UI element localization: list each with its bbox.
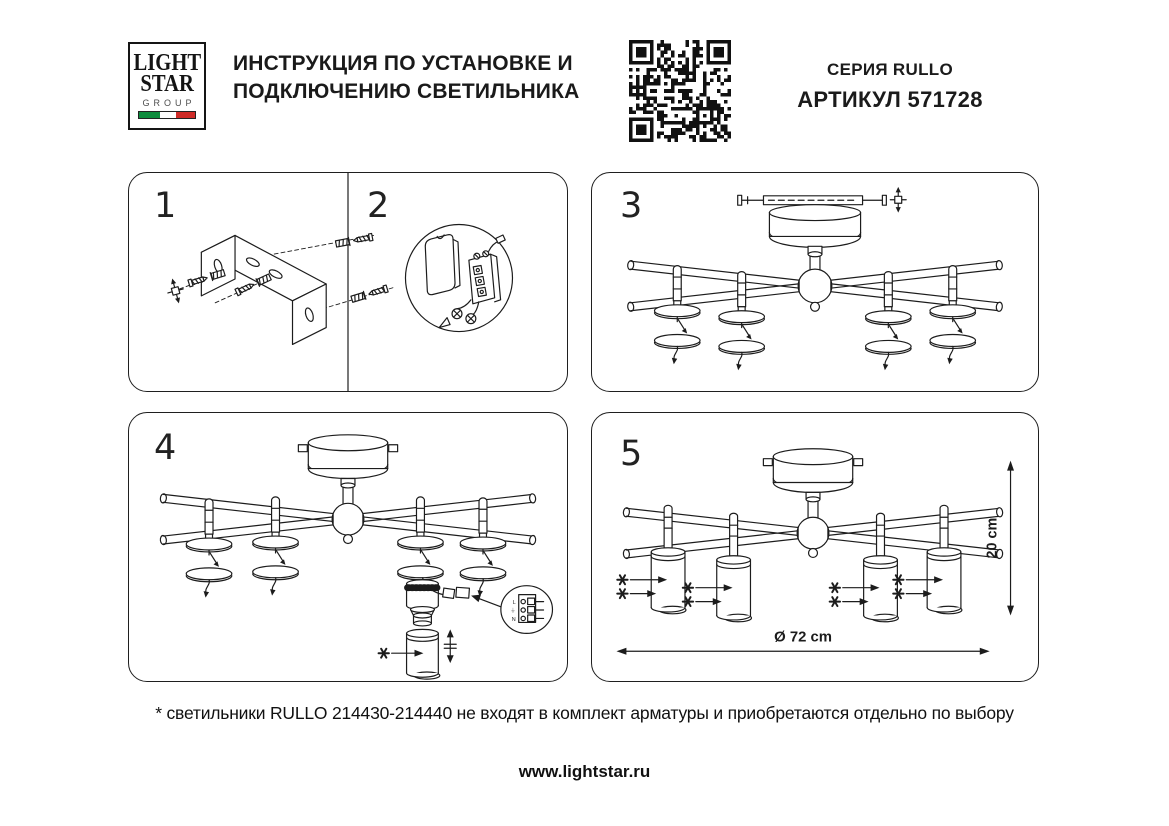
screw-cross-icon <box>165 276 187 305</box>
terminal-label-earth: ⏚ <box>510 608 516 615</box>
step-number-5: 5 <box>620 434 643 474</box>
flag-red-segment <box>176 112 195 118</box>
lightstar-logo <box>128 42 206 130</box>
title-line-1: ИНСТРУКЦИЯ ПО УСТАНОВКЕ И <box>233 52 573 75</box>
final-assembly-diagram <box>592 413 1038 681</box>
diameter-dimension <box>616 629 989 654</box>
step-number-3: 3 <box>620 186 643 226</box>
frame-assembly-diagram <box>592 173 1038 391</box>
page-title <box>233 50 580 106</box>
central-hub <box>798 269 832 311</box>
qr-code <box>628 40 732 142</box>
flag-white-segment <box>160 112 176 118</box>
article-label: АРТИКУЛ 571728 <box>797 87 983 112</box>
panel-step-3 <box>591 172 1039 392</box>
step-number-1: 1 <box>154 186 177 226</box>
panel-step-5 <box>591 412 1039 682</box>
series-label: СЕРИЯ RULLO <box>827 60 953 79</box>
terminal-label-n: N <box>511 616 516 623</box>
height-dimension <box>985 461 1014 616</box>
logo-text-star: STAR <box>140 71 194 97</box>
terminal-label-l: L <box>512 600 516 607</box>
wiring-detail-drawing <box>405 225 512 332</box>
step-number-4: 4 <box>154 428 177 468</box>
terminal-detail-bubble <box>471 586 552 634</box>
canopy <box>298 435 397 505</box>
panel-step-4 <box>128 412 568 682</box>
logo-text-light: LIGHT <box>133 50 201 76</box>
footnote: * светильники RULLO 214430-214440 не входят в комплект арматуры и приобретаются отдельно по выбору <box>155 703 1014 723</box>
panel-steps-1-2 <box>128 172 568 392</box>
central-hub <box>797 517 829 557</box>
bracket-and-wiring-diagram <box>129 173 567 391</box>
website-url: www.lightstar.ru <box>518 762 651 781</box>
canopy <box>763 449 862 519</box>
screw-cross-icon <box>890 187 906 213</box>
diameter-dimension-label: Ø 72 cm <box>774 629 833 646</box>
step-number-2: 2 <box>367 186 390 226</box>
mounting-bracket-drawing <box>165 233 396 345</box>
lamp-socket-assembly <box>407 578 470 626</box>
detached-shade <box>407 629 440 679</box>
lamp-wiring-diagram <box>129 413 567 681</box>
title-line-2: ПОДКЛЮЧЕНИЮ СВЕТИЛЬНИКА <box>233 80 580 103</box>
flag-green-segment <box>139 112 160 118</box>
product-info <box>770 60 1010 113</box>
height-dimension-label: 20 cm <box>984 517 1001 559</box>
italian-flag-icon <box>138 111 196 119</box>
move-direction-icon <box>444 629 456 663</box>
canopy <box>769 205 860 272</box>
logo-text-group: GROUP <box>142 98 196 108</box>
central-hub <box>332 503 364 543</box>
